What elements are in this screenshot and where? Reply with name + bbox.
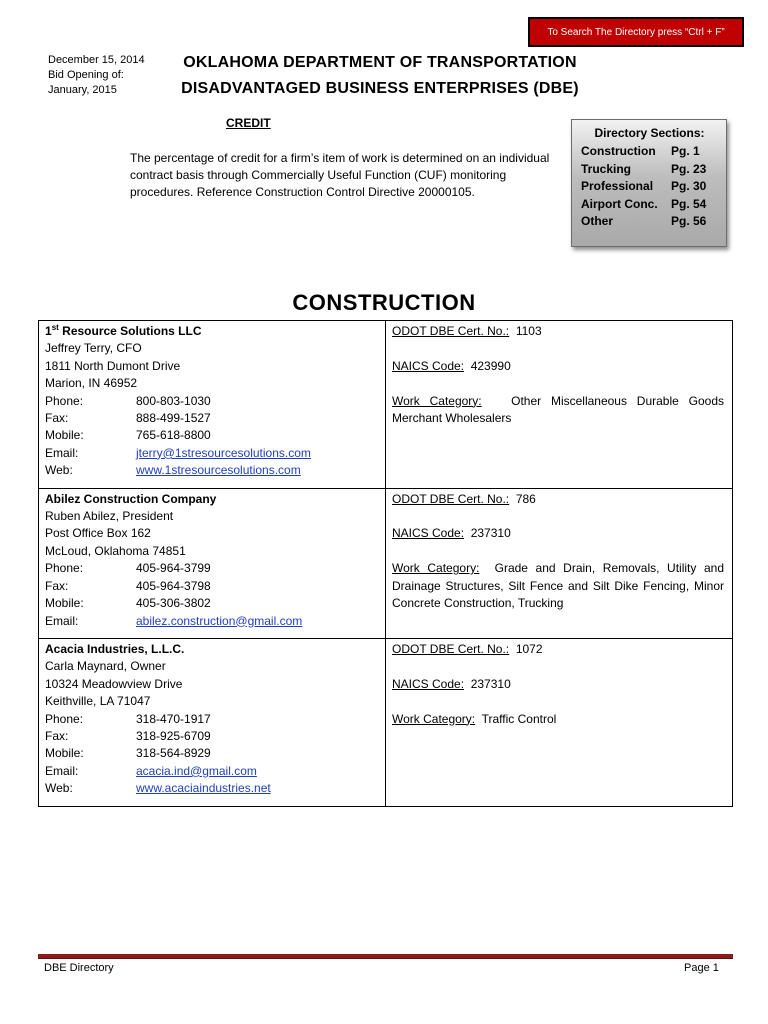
firm-name: Abilez Construction Company — [45, 491, 217, 506]
section-page: Pg. 30 — [671, 179, 707, 193]
fax-value: 318-925-6709 — [136, 728, 211, 743]
section-page: Pg. 1 — [671, 144, 700, 158]
cert-row: ODOT DBE Cert. No.: 786 — [392, 491, 536, 506]
firm-name: 1st Resource Solutions LLC — [45, 323, 202, 338]
mobile-value: 318-564-8929 — [136, 746, 211, 761]
directory-section-item — [581, 196, 718, 214]
bid-opening-date: January, 2015 — [48, 84, 117, 96]
naics-code: 423990 — [470, 358, 511, 373]
fax-row: Fax: 318-925-6709 — [45, 728, 379, 745]
naics-row: NAICS Code: 237310 — [392, 526, 511, 541]
firm-name: Acacia Industries, L.L.C. — [45, 641, 185, 656]
footer-divider — [38, 954, 733, 959]
phone-value: 318-470-1917 — [136, 711, 211, 726]
fax-row: Fax: 405-964-3798 — [45, 578, 379, 595]
website-link[interactable]: www.acaciaindustries.net — [136, 781, 271, 796]
section-name: Professional — [581, 179, 654, 193]
section-page: Pg. 54 — [671, 196, 707, 211]
issue-date: December 15, 2014 — [48, 54, 145, 66]
cert-number: 786 — [515, 491, 536, 506]
footer-title: DBE Directory — [44, 962, 114, 974]
mobile-row: Mobile: 405-306-3802 — [45, 595, 379, 612]
address-line-1: 10324 Meadowview Drive — [45, 676, 183, 691]
address-line-2: Marion, IN 46952 — [45, 376, 138, 391]
mobile-row: Mobile: 318-564-8929 — [45, 745, 379, 762]
section-page: Pg. 23 — [671, 161, 707, 176]
phone-row: Phone: 405-964-3799 — [45, 560, 379, 577]
firm-contact-cell — [39, 488, 386, 638]
mobile-row: Mobile: 765-618-8800 — [45, 427, 379, 444]
firm-cert-cell — [386, 638, 733, 806]
section-page: Pg. 56 — [671, 214, 707, 228]
directory-section-item — [581, 213, 718, 231]
section-name: Construction — [581, 144, 656, 158]
firm-contact-cell — [39, 638, 386, 806]
table-row — [39, 488, 733, 638]
directory-section-item — [581, 178, 718, 196]
mobile-value: 405-306-3802 — [136, 596, 211, 611]
section-heading: CONSTRUCTION — [292, 290, 476, 315]
directory-sections-title: Directory Sections: — [594, 126, 705, 140]
search-hint-banner: To Search The Directory press “Ctrl + F” — [528, 17, 744, 47]
directory-section-item — [581, 161, 718, 179]
address-line-2: Keithville, LA 71047 — [45, 694, 151, 709]
directory-section-item — [581, 143, 718, 161]
address-line-1: Post Office Box 162 — [45, 526, 151, 541]
naics-row: NAICS Code: 423990 — [392, 358, 511, 373]
web-row: Web: www.1stresourcesolutions.com — [45, 462, 379, 479]
cert-row: ODOT DBE Cert. No.: 1072 — [392, 641, 543, 656]
email-row: Email: jterry@1stresourcesolutions.com — [45, 445, 379, 462]
phone-row: Phone: 800-803-1030 — [45, 393, 379, 410]
bid-opening-label: Bid Opening of: — [48, 69, 124, 81]
work-category-value: Traffic Control — [481, 711, 557, 726]
fax-value: 888-499-1527 — [136, 411, 211, 426]
work-category-value: Grade and Drain, Removals, Utility and Drainage Structures, Silt Fence and Silt Dike Fencing, Minor Concrete Construction, Trucking — [392, 561, 725, 611]
phone-row: Phone: 318-470-1917 — [45, 711, 379, 728]
email-link[interactable]: jterry@1stresourcesolutions.com — [136, 445, 311, 460]
firm-contact-cell — [39, 321, 386, 489]
work-category-row: Work Category: Traffic Control — [392, 711, 557, 726]
phone-value: 800-803-1030 — [136, 393, 211, 408]
contact-person: Carla Maynard, Owner — [45, 659, 166, 674]
firm-cert-cell — [386, 488, 733, 638]
contact-person: Jeffrey Terry, CFO — [45, 341, 142, 356]
credit-paragraph: The percentage of credit for a firm’s item of work is determined on an individual contract basis through Commercially Useful Function (CUF) monitoring procedures. Reference Construction Control Directive 20000105. — [130, 151, 550, 199]
address-line-2: McLoud, Oklahoma 74851 — [45, 543, 186, 558]
firm-cert-cell — [386, 321, 733, 489]
title-line-1: OKLAHOMA DEPARTMENT OF TRANSPORTATION — [183, 54, 577, 71]
work-category-value: Other Miscellaneous Durable Goods Merchant Wholesalers — [392, 393, 724, 425]
cert-number: 1103 — [515, 324, 542, 338]
section-name: Airport Conc. — [581, 196, 658, 211]
website-link[interactable]: www.1stresourcesolutions.com — [136, 463, 301, 478]
firm-directory-table — [38, 320, 733, 807]
page-number: Page 1 — [684, 962, 719, 974]
naics-row: NAICS Code: 237310 — [392, 676, 511, 691]
fax-value: 405-964-3798 — [136, 578, 211, 593]
cert-row: ODOT DBE Cert. No.: 1103 — [392, 324, 542, 338]
title-line-2: DISADVANTAGED BUSINESS ENTERPRISES (DBE) — [181, 80, 579, 97]
email-row: Email: abilez.construction@gmail.com — [45, 613, 379, 630]
credit-heading: CREDIT — [226, 116, 271, 130]
work-category-row: Work Category: Grade and Drain, Removals, Utility and Drainage Structures, Silt Fence and Silt Dike Fencing, Minor Concrete Construction, Trucking — [392, 561, 725, 611]
fax-row: Fax: 888-499-1527 — [45, 410, 379, 427]
naics-code: 237310 — [470, 526, 511, 541]
directory-sections-box — [571, 119, 727, 247]
web-row: Web: www.acaciaindustries.net — [45, 780, 379, 797]
cert-number: 1072 — [515, 641, 543, 656]
email-row: Email: acacia.ind@gmail.com — [45, 763, 379, 780]
work-category-row: Work Category: Other Miscellaneous Durable Goods Merchant Wholesalers — [392, 393, 724, 425]
table-row — [39, 321, 733, 489]
email-link[interactable]: acacia.ind@gmail.com — [136, 763, 257, 778]
page-title — [150, 50, 610, 102]
contact-person: Ruben Abilez, President — [45, 509, 174, 524]
phone-value: 405-964-3799 — [136, 561, 211, 576]
section-name: Trucking — [581, 161, 632, 176]
address-line-1: 1811 North Dumont Drive — [45, 358, 181, 373]
section-name: Other — [581, 214, 614, 228]
email-link[interactable]: abilez.construction@gmail.com — [136, 613, 303, 628]
table-row — [39, 638, 733, 806]
date-block — [48, 53, 145, 98]
mobile-value: 765-618-8800 — [136, 428, 211, 443]
naics-code: 237310 — [470, 676, 511, 691]
